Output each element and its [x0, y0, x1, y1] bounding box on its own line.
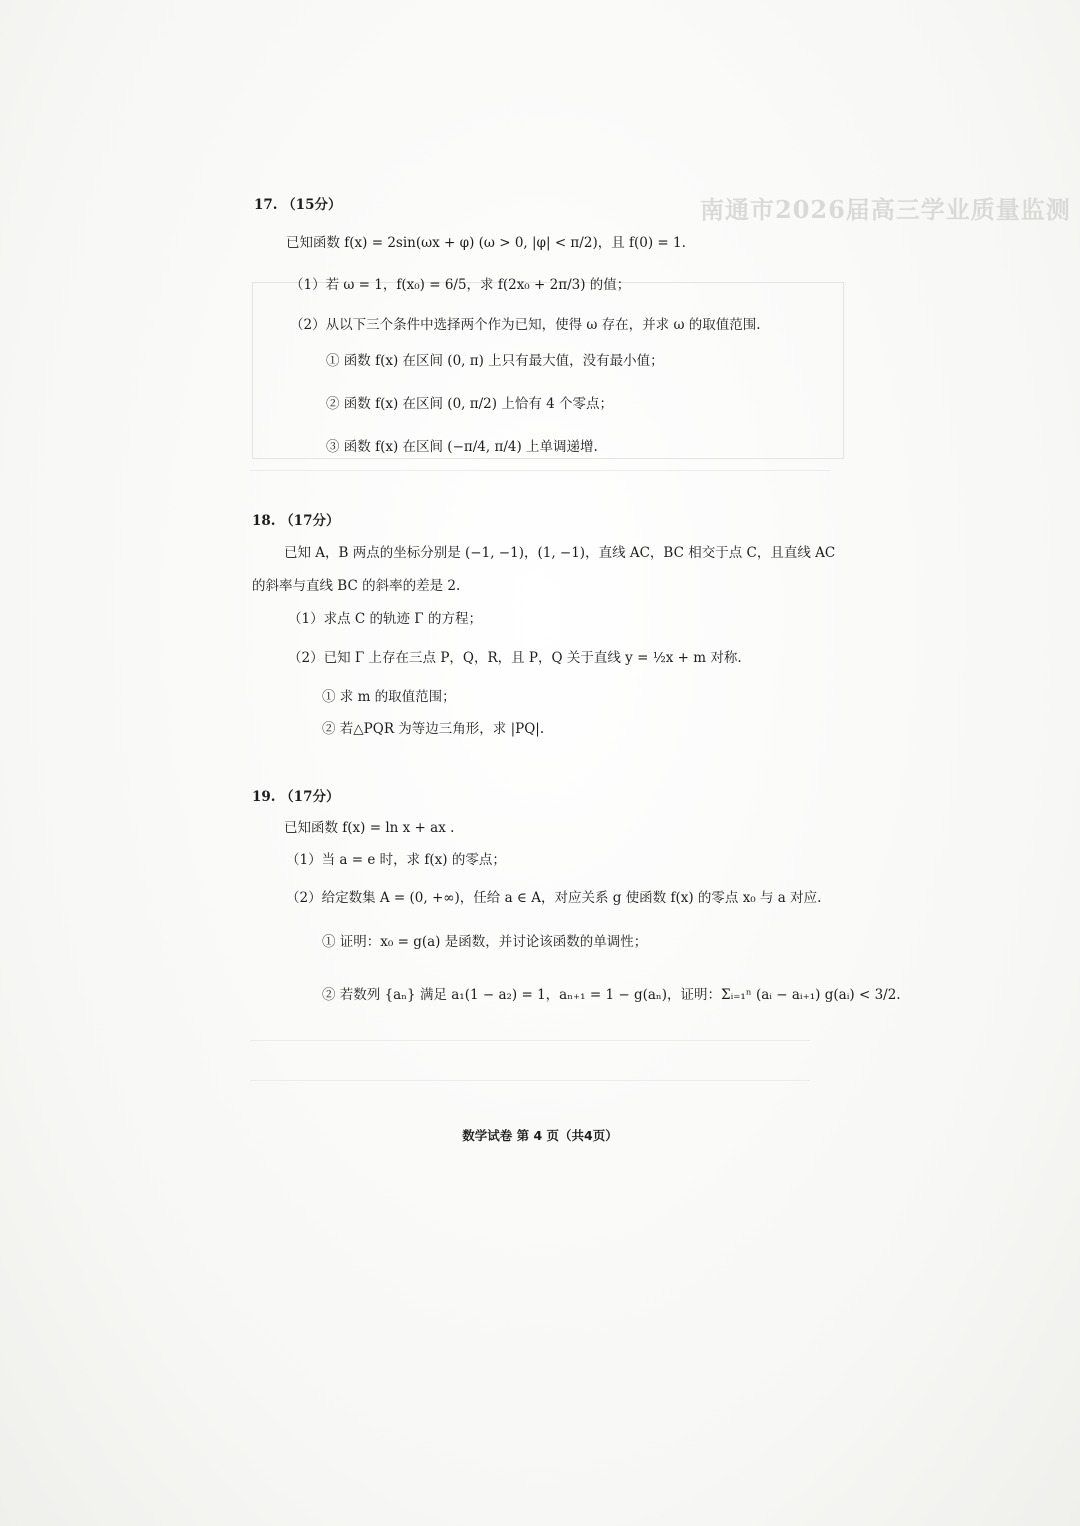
bleed-through-rule: [250, 1040, 810, 1041]
q19-sub1: ① 证明：x₀ = g(a) 是函数，并讨论该函数的单调性；: [322, 934, 648, 950]
q18-header: 18. （17分）: [252, 513, 340, 529]
bleed-through-rule: [250, 470, 830, 471]
q17-part2: （2）从以下三个条件中选择两个作为已知，使得 ω 存在，并求 ω 的取值范围.: [290, 317, 761, 333]
q18-sub1: ① 求 m 的取值范围；: [322, 689, 456, 705]
q19-stem: 已知函数 f(x) = ln x + ax .: [284, 820, 455, 836]
q17-part1: （1）若 ω = 1，f(x₀) = 6/5，求 f(2x₀ + 2π/3) 的值；: [290, 277, 631, 293]
q19-sub2: ② 若数列 {aₙ} 满足 a₁(1 − a₂) = 1，aₙ₊₁ = 1 − g(aₙ)，证明：Σᵢ₌₁ⁿ (aᵢ − aᵢ₊₁) g(aᵢ) < 3/2.: [322, 987, 901, 1003]
bleed-through-rule: [250, 1080, 810, 1081]
q18-part2: （2）已知 Γ 上存在三点 P，Q，R，且 P，Q 关于直线 y = ½x + m 对称.: [288, 650, 742, 666]
bleed-through-box: [252, 282, 844, 459]
q17-condition-2: ② 函数 f(x) 在区间 (0, π/2) 上恰有 4 个零点；: [326, 396, 613, 412]
page-footer: 数学试卷 第 4 页（共4页）: [462, 1128, 618, 1143]
q19-header: 19. （17分）: [252, 789, 340, 805]
q17-stem: 已知函数 f(x) = 2sin(ωx + φ) (ω > 0, |φ| < π/2)，且 f(0) = 1.: [286, 235, 686, 251]
q17-condition-3: ③ 函数 f(x) 在区间 (−π/4, π/4) 上单调递增.: [326, 439, 598, 455]
q18-stem-line1: 已知 A，B 两点的坐标分别是 (−1, −1)，(1, −1)，直线 AC，BC 相交于点 C，且直线 AC: [284, 545, 836, 561]
q18-part1: （1）求点 C 的轨迹 Γ 的方程；: [288, 611, 482, 627]
q17-header: 17. （15分）: [254, 197, 342, 213]
q19-part1: （1）当 a = e 时，求 f(x) 的零点；: [286, 852, 506, 868]
q19-part2: （2）给定数集 A = (0, +∞)，任给 a ∈ A，对应关系 g 使函数 f(x) 的零点 x₀ 与 a 对应.: [286, 890, 822, 906]
q17-condition-1: ① 函数 f(x) 在区间 (0, π) 上只有最大值，没有最小值；: [326, 353, 664, 369]
q18-stem-line2: 的斜率与直线 BC 的斜率的差是 2.: [252, 578, 461, 594]
bleed-through-title: 南通市2026届高三学业质量监测: [700, 195, 1071, 224]
q18-sub2: ② 若△PQR 为等边三角形，求 |PQ|.: [322, 721, 545, 737]
